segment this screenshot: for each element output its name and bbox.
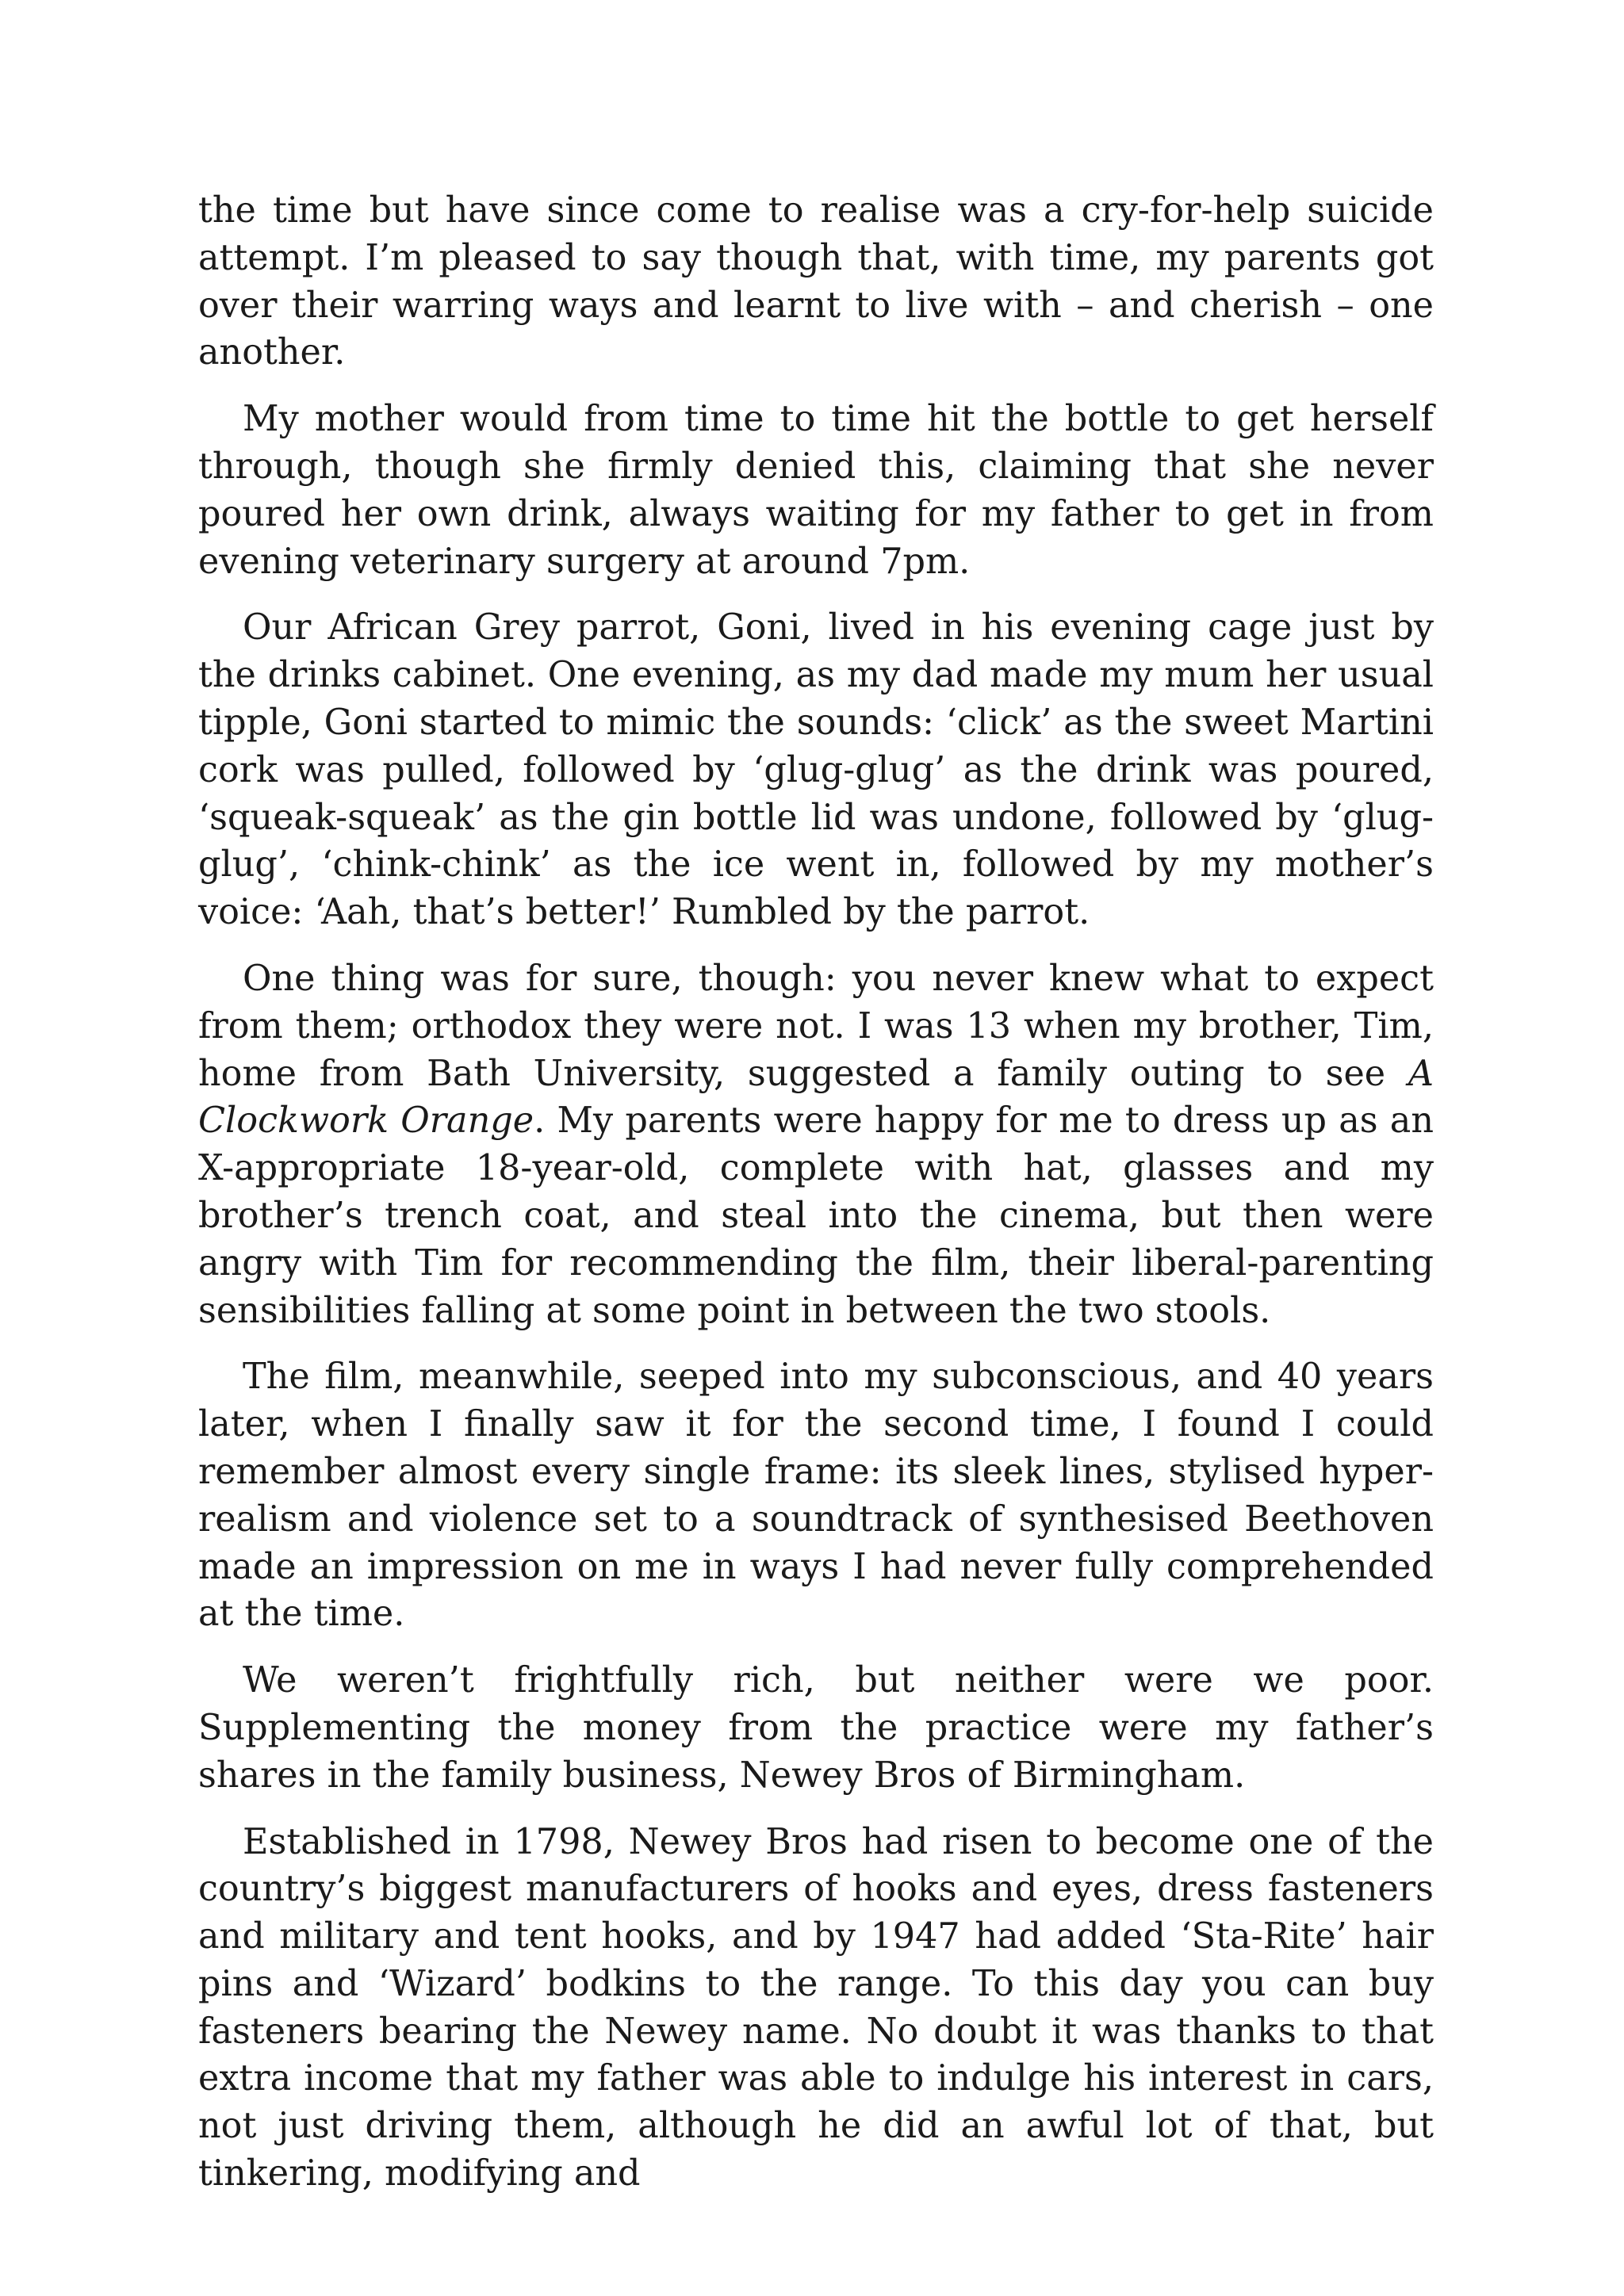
paragraph-2-text: My mother would from time to time hit the bottle to get herself through, though she firmly denied this, claiming that she never poured her own drink, always waiting for my father to get in from evening veterinary surgery at around 7pm. bbox=[198, 399, 1434, 582]
body-text bbox=[198, 187, 1434, 2217]
paragraph-3-text: Our African Grey parrot, Goni, lived in his evening cage just by the drinks cabinet. One evening, as my dad made my mum her usual tipple, Goni started to mimic the sounds: ‘click’ as the sweet Martini cork was pulled, followed by ‘glug-glug’ as the drink was poured, ‘squeak-squeak’ as the gin bottle lid was undone, followed by ‘glug-glug’, ‘chink-chink’ as the ice went in, followed by my mother’s voice: ‘Aah, that’s better!’ Rumbled by the parrot. bbox=[198, 607, 1434, 933]
paragraph-5 bbox=[198, 1353, 1434, 1638]
paragraph-7 bbox=[198, 1819, 1434, 2198]
paragraph-4-text-b: . My parents were happy for me to dress up as an X-appropriate 18-year-old, complete with hat, glasses and my brother’s trench coat, and steal into the cinema, but then were angry with Tim for recommending the film, their liberal-parenting sensibilities falling at some point in between the two stools. bbox=[198, 1100, 1434, 1331]
paragraph-1 bbox=[198, 187, 1434, 377]
paragraph-7-text: Established in 1798, Newey Bros had risen to become one of the country’s biggest manufacturers of hooks and eyes, dress fasteners and military and tent hooks, and by 1947 had added ‘Sta-Rite’ hair pins and ‘Wizard’ bodkins to the range. To this day you can buy fasteners bearing the Newey name. No doubt it was thanks to that extra income that my father was able to indulge his interest in cars, not just driving them, although he did an awful lot of that, but tinkering, modifying and bbox=[198, 1821, 1434, 2195]
film-title-italic: A Clockwork Orange bbox=[198, 1053, 1434, 1142]
paragraph-6-text: We weren’t frightfully rich, but neither were we poor. Supplementing the money from the practice were my father’s shares in the family business, Newey Bros of Birmingham. bbox=[198, 1660, 1434, 1796]
paragraph-5-text: The film, meanwhile, seeped into my subconscious, and 40 years later, when I finally saw it for the second time, I found I could remember almost every single frame: its sleek lines, stylised hyper-realism and violence set to a soundtrack of synthesised Beethoven made an impression on me in ways I had never fully comprehended at the time. bbox=[198, 1357, 1434, 1635]
paragraph-1-text: the time but have since come to realise was a cry-for-help suicide attempt. I’m pleased to say though that, with time, my parents got over their warring ways and learnt to live with – and cherish – one another. bbox=[198, 190, 1434, 373]
paragraph-3 bbox=[198, 604, 1434, 936]
paragraph-4 bbox=[198, 955, 1434, 1334]
paragraph-4-text-a: One thing was for sure, though: you never knew what to expect from them; orthodox they were not. I was 13 when my brother, Tim, home from Bath University, suggested a family outing to see bbox=[198, 958, 1434, 1094]
paragraph-6 bbox=[198, 1657, 1434, 1799]
paragraph-2 bbox=[198, 396, 1434, 585]
